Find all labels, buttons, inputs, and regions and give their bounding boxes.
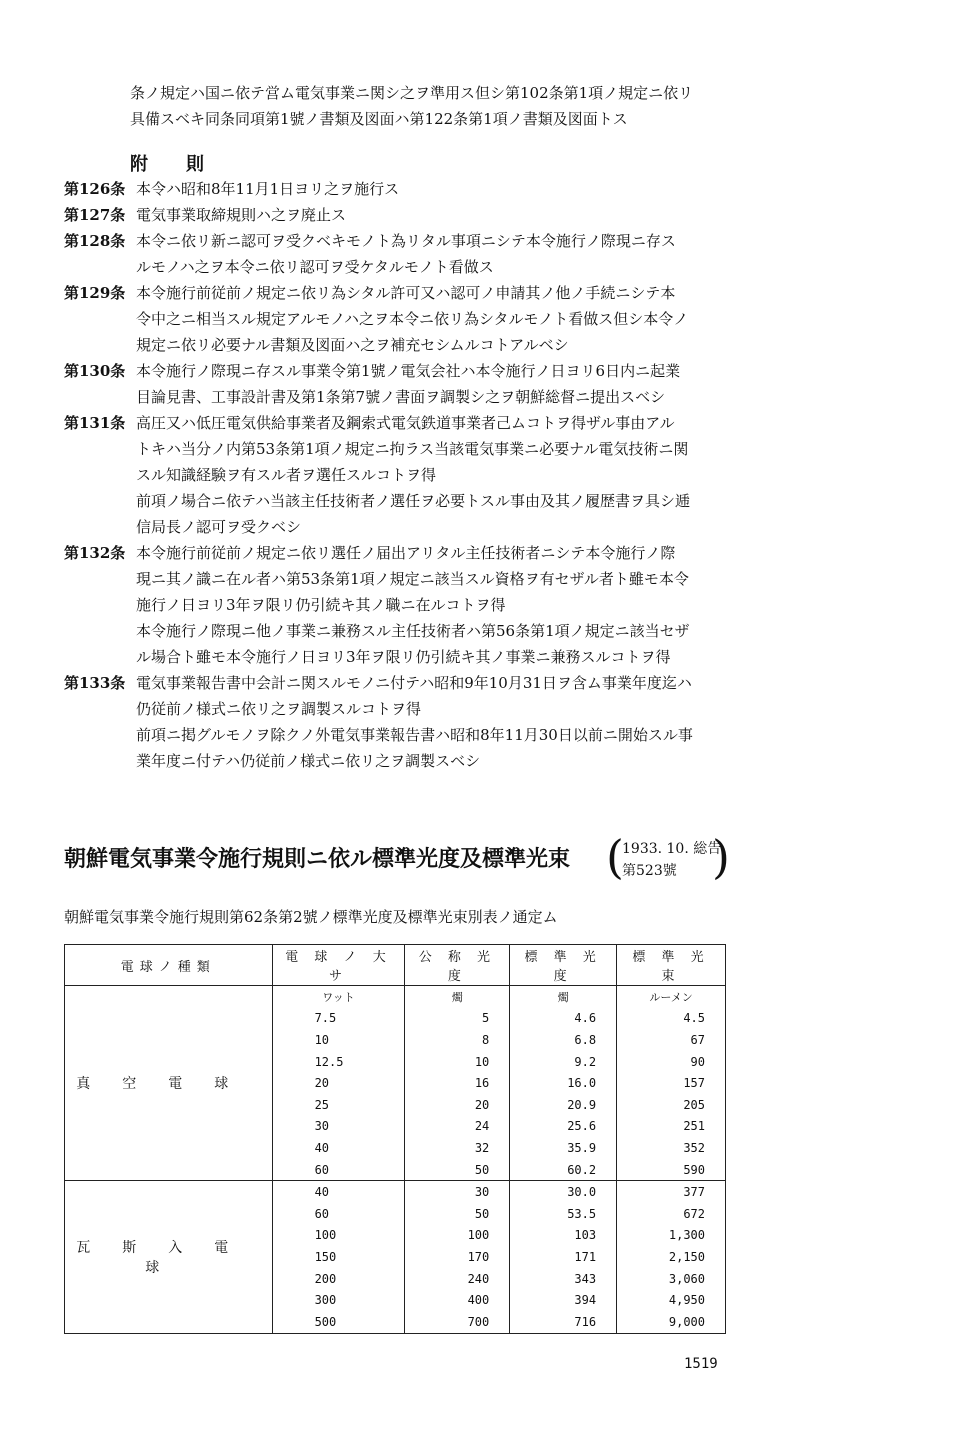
table-cell: 700	[405, 1311, 510, 1333]
table-cell: 35.9	[510, 1137, 617, 1159]
units-row	[65, 986, 726, 1008]
table-cell: 30	[405, 1181, 510, 1203]
article-line: ルモノハ之ヲ本令ニ依リ認可ヲ受ケタルモノト看做ス	[136, 258, 494, 276]
article-line: 施行ノ日ヨリ3年ヲ限リ仍引続キ其ノ職ニ在ルコトヲ得	[136, 596, 506, 614]
table-cell: 25.6	[510, 1116, 617, 1138]
article-number: 第129条	[64, 284, 126, 302]
table-cell: 200	[272, 1268, 405, 1290]
header-nominal-intensity: 公 称 光 度	[405, 945, 510, 986]
table-cell: 30	[272, 1116, 405, 1138]
article-number: 第132条	[64, 544, 126, 562]
article-line: 電気事業取締規則ハ之ヲ廃止ス	[136, 206, 347, 224]
table-cell: 40	[272, 1181, 405, 1203]
article-line: 仍従前ノ様式ニ依リ之ヲ調製スルコトヲ得	[136, 700, 422, 718]
table-cell: 171	[510, 1246, 617, 1268]
article-line: 本令ニ依リ新ニ認可ヲ受クベキモノト為リタル事項ニシテ本令施行ノ際現ニ存ス	[136, 232, 676, 250]
article-line: 本令施行前従前ノ規定ニ依リ選任ノ届出アリタル主任技術者ニシテ本令施行ノ際	[136, 544, 676, 562]
article-line: 高圧又ハ低圧電気供給事業者及鋼索式電気鉄道事業者己ムコトヲ得ザル事由アル	[136, 414, 675, 432]
table-cell: 157	[617, 1072, 726, 1094]
table-cell: 60.2	[510, 1159, 617, 1181]
table-cell: 40	[272, 1137, 405, 1159]
table-cell: 10	[272, 1029, 405, 1051]
table-cell: 5	[405, 1008, 510, 1030]
intro-paragraph	[130, 80, 750, 132]
page-number: 1519	[684, 1356, 718, 1372]
table-cell: 170	[405, 1246, 510, 1268]
article-number: 第126条	[64, 180, 126, 198]
table-cell: 1,300	[617, 1225, 726, 1247]
article	[64, 670, 764, 774]
article-body	[136, 410, 736, 540]
articles-list	[64, 176, 764, 774]
table-cell: 716	[510, 1311, 617, 1333]
table-cell: 60	[272, 1203, 405, 1225]
table-cell: 30.0	[510, 1181, 617, 1203]
article-line: 電気事業報告書中会計ニ関スルモノニ付テハ昭和9年10月31日ヲ含ム事業年度迄ハ	[136, 674, 692, 692]
article-line: 本令施行ノ際現ニ他ノ事業ニ兼務スル主任技術者ハ第56条第1項ノ規定ニ該当セザ	[136, 622, 690, 640]
header-standard-flux: 標 準 光 束	[617, 945, 726, 986]
table-cell: 10	[405, 1051, 510, 1073]
supplementary-provisions-heading: 附 則	[130, 154, 214, 175]
article-line: 令中之ニ相当スル規定アルモノハ之ヲ本令ニ依リ為シタルモノト看做ス但シ本令ノ	[136, 310, 689, 328]
table-cell: 25	[272, 1094, 405, 1116]
article	[64, 410, 764, 540]
note-number: 第523號	[622, 863, 677, 879]
table-cell: 590	[617, 1159, 726, 1181]
article-line: スル知識経験ヲ有スル者ヲ選任スルコトヲ得	[136, 466, 437, 484]
article-line: 目論見書、工事設計書及第1条第7號ノ書面ヲ調製シ之ヲ朝鮮総督ニ提出スベシ	[136, 388, 666, 406]
table-cell: 53.5	[510, 1203, 617, 1225]
table-cell: 9.2	[510, 1051, 617, 1073]
table-cell: 6.8	[510, 1029, 617, 1051]
intro-line: 条ノ規定ハ国ニ依テ営ム電気事業ニ関シ之ヲ準用ス但シ第102条第1項ノ規定ニ依リ	[130, 84, 694, 102]
article	[64, 202, 764, 228]
article-line: 前項ノ場合ニ依テハ当該主任技術者ノ選任ヲ必要トスル事由及其ノ履歴書ヲ具シ逓	[136, 492, 690, 510]
section-note: ( 1933. 10. 総告 第523號 )	[606, 830, 730, 884]
table-cell: 3,060	[617, 1268, 726, 1290]
header-lamp-type: 電球ノ種類	[65, 945, 273, 986]
table-cell: 300	[272, 1289, 405, 1311]
article-body	[136, 228, 736, 280]
header-standard-intensity: 標 準 光 度	[510, 945, 617, 986]
unit-label: 燭	[510, 986, 617, 1008]
table-cell: 12.5	[272, 1051, 405, 1073]
table-cell: 90	[617, 1051, 726, 1073]
table-cell: 4.6	[510, 1008, 617, 1030]
table-cell: 4,950	[617, 1289, 726, 1311]
table-cell: 240	[405, 1268, 510, 1290]
article	[64, 176, 764, 202]
article-line: 業年度ニ付テハ仍従前ノ様式ニ依リ之ヲ調製スベシ	[136, 752, 481, 770]
section-title: 朝鮮電気事業令施行規則ニ依ル標準光度及標準光束	[64, 846, 571, 872]
article-body	[136, 670, 736, 774]
article-number: 第128条	[64, 232, 126, 250]
table-cell: 394	[510, 1289, 617, 1311]
table-cell: 20	[272, 1072, 405, 1094]
table-body	[65, 986, 726, 1334]
article-line: 本令施行前従前ノ規定ニ依リ為シタル許可又ハ認可ノ申請其ノ他ノ手続ニシテ本	[136, 284, 676, 302]
article	[64, 540, 764, 670]
light-standard-table	[64, 944, 726, 1334]
article-body	[136, 176, 736, 202]
table-cell: 4.5	[617, 1008, 726, 1030]
article-number: 第130条	[64, 362, 126, 380]
unit-label: ルーメン	[617, 986, 726, 1008]
table-cell: 9,000	[617, 1311, 726, 1333]
table-cell: 20	[405, 1094, 510, 1116]
table-cell: 50	[405, 1159, 510, 1181]
table-cell: 352	[617, 1137, 726, 1159]
article-line: 本令施行ノ際現ニ存スル事業令第1號ノ電気会社ハ本令施行ノ日ヨリ6日内ニ起業	[136, 362, 681, 380]
article-line: 前項ニ掲グルモノヲ除クノ外電気事業報告書ハ昭和8年11月30日以前ニ開始スル事	[136, 726, 693, 744]
table-cell: 7.5	[272, 1008, 405, 1030]
table-cell: 251	[617, 1116, 726, 1138]
article-number: 第127条	[64, 206, 126, 224]
article-body	[136, 540, 736, 670]
unit-label: 燭	[405, 986, 510, 1008]
article-line: ル場合ト雖モ本令施行ノ日ヨリ3年ヲ限リ仍引続キ其ノ事業ニ兼務スルコトヲ得	[136, 648, 671, 666]
lamp-type-cell: 真空電球	[65, 986, 273, 1181]
intro-line: 具備スベキ同条同項第1號ノ書類及図面ハ第122条第1項ノ書類及図面トス	[130, 110, 628, 128]
table-cell: 377	[617, 1181, 726, 1203]
table-cell: 400	[405, 1289, 510, 1311]
article	[64, 358, 764, 410]
article-line: 本令ハ昭和8年11月1日ヨリ之ヲ施行ス	[136, 180, 400, 198]
article-line: 現ニ其ノ識ニ在ル者ハ第53条第1項ノ規定ニ該当スル資格ヲ有セザル者ト雖モ本令	[136, 570, 689, 588]
table-cell: 205	[617, 1094, 726, 1116]
article-body	[136, 280, 736, 358]
article-number: 第131条	[64, 414, 126, 432]
table-cell: 32	[405, 1137, 510, 1159]
article-line: 規定ニ依リ必要ナル書類及図面ハ之ヲ補充セシムルコトアルベシ	[136, 336, 569, 354]
table-cell: 67	[617, 1029, 726, 1051]
header-size: 電 球 ノ 大 サ	[272, 945, 405, 986]
table-cell: 672	[617, 1203, 726, 1225]
table-cell: 8	[405, 1029, 510, 1051]
table-cell: 2,150	[617, 1246, 726, 1268]
article-line: トキハ当分ノ内第53条第1項ノ規定ニ拘ラス当該電気事業ニ必要ナル電気技術ニ関	[136, 440, 689, 458]
article-number: 第133条	[64, 674, 126, 692]
table-cell: 50	[405, 1203, 510, 1225]
article	[64, 280, 764, 358]
note-date: 1933. 10. 総告	[622, 841, 722, 857]
table-cell: 500	[272, 1311, 405, 1333]
article-line: 信局長ノ認可ヲ受クベシ	[136, 518, 302, 536]
table-cell: 343	[510, 1268, 617, 1290]
table-cell: 150	[272, 1246, 405, 1268]
table-cell: 16	[405, 1072, 510, 1094]
table-cell: 16.0	[510, 1072, 617, 1094]
unit-label: ワット	[272, 986, 405, 1008]
table-cell: 100	[405, 1225, 510, 1247]
article-body	[136, 202, 736, 228]
table-cell: 20.9	[510, 1094, 617, 1116]
table-row	[65, 1181, 726, 1203]
article-body	[136, 358, 736, 410]
table-header-row	[65, 945, 726, 986]
table-cell: 100	[272, 1225, 405, 1247]
table-cell: 103	[510, 1225, 617, 1247]
lamp-type-cell: 瓦斯入電球	[65, 1181, 273, 1333]
lead-sentence: 朝鮮電気事業令施行規則第62条第2號ノ標準光度及標準光束別表ノ通定ム	[64, 908, 558, 926]
article	[64, 228, 764, 280]
table-cell: 24	[405, 1116, 510, 1138]
table-cell: 60	[272, 1159, 405, 1181]
